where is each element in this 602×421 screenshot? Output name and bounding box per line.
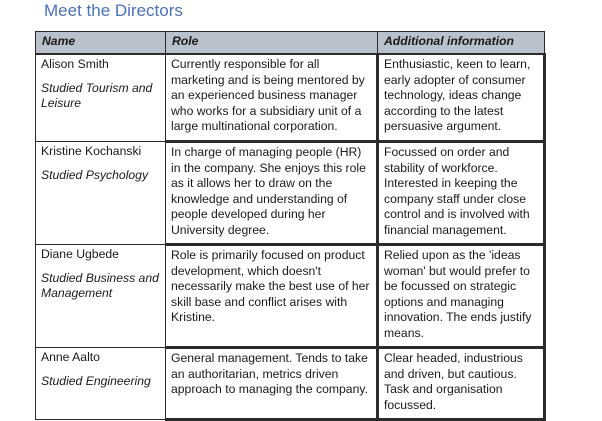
- role-cell: General management. Tends to take an authoritarian, metrics driven approach to managing the company.: [166, 348, 378, 420]
- column-header-name: Name: [36, 32, 166, 55]
- role-cell: Currently responsible for all marketing and is being mentored by an experienced business manager who works for a subsidiary unit of a large multinational corporation.: [166, 54, 378, 142]
- director-name: Diane Ugbede: [41, 247, 119, 261]
- name-cell: [36, 245, 166, 348]
- name-cell: [36, 142, 166, 245]
- table-row: [36, 348, 545, 420]
- director-degree: Studied Engineering: [41, 373, 151, 388]
- director-name: Alison Smith: [41, 57, 109, 71]
- director-name: Kristine Kochanski: [41, 144, 142, 158]
- column-header-role: Role: [166, 32, 378, 55]
- director-degree: Studied Tourism and Leisure: [41, 80, 153, 110]
- role-cell: Role is primarily focused on product development, which doesn't necessarily make the best use of her skill base and conflict arises with Kristine.: [166, 245, 378, 348]
- table-row: [36, 54, 545, 142]
- additional-info-cell: Focussed on order and stability of workforce. Interested in keeping the company staff under close control and is involved with financial management.: [378, 142, 545, 245]
- role-cell: In charge of managing people (HR) in the company. She enjoys this role as it allows her to draw on the knowledge and understanding of people developed during her University degree.: [166, 142, 378, 245]
- name-cell: [36, 54, 166, 142]
- director-degree: Studied Psychology: [41, 167, 149, 182]
- table-row: [36, 142, 545, 245]
- table-header-row: [36, 32, 545, 55]
- additional-info-cell: Clear headed, industrious and driven, but cautious. Task and organisation focussed.: [378, 348, 545, 420]
- director-name: Anne Aalto: [41, 350, 100, 364]
- additional-info-cell: Relied upon as the 'ideas woman' but would prefer to be focussed on strategic options and managing innovation. The ends justify means.: [378, 245, 545, 348]
- director-degree: Studied Business and Management: [41, 270, 159, 300]
- column-header-additional-information: Additional information: [378, 32, 545, 55]
- table-row: [36, 245, 545, 348]
- additional-info-cell: Enthusiastic, keen to learn, early adopter of consumer technology, ideas change according to the latest persuasive argument.: [378, 54, 545, 142]
- directors-table: [35, 31, 546, 421]
- name-cell: [36, 348, 166, 420]
- page-title: Meet the Directors: [44, 1, 183, 20]
